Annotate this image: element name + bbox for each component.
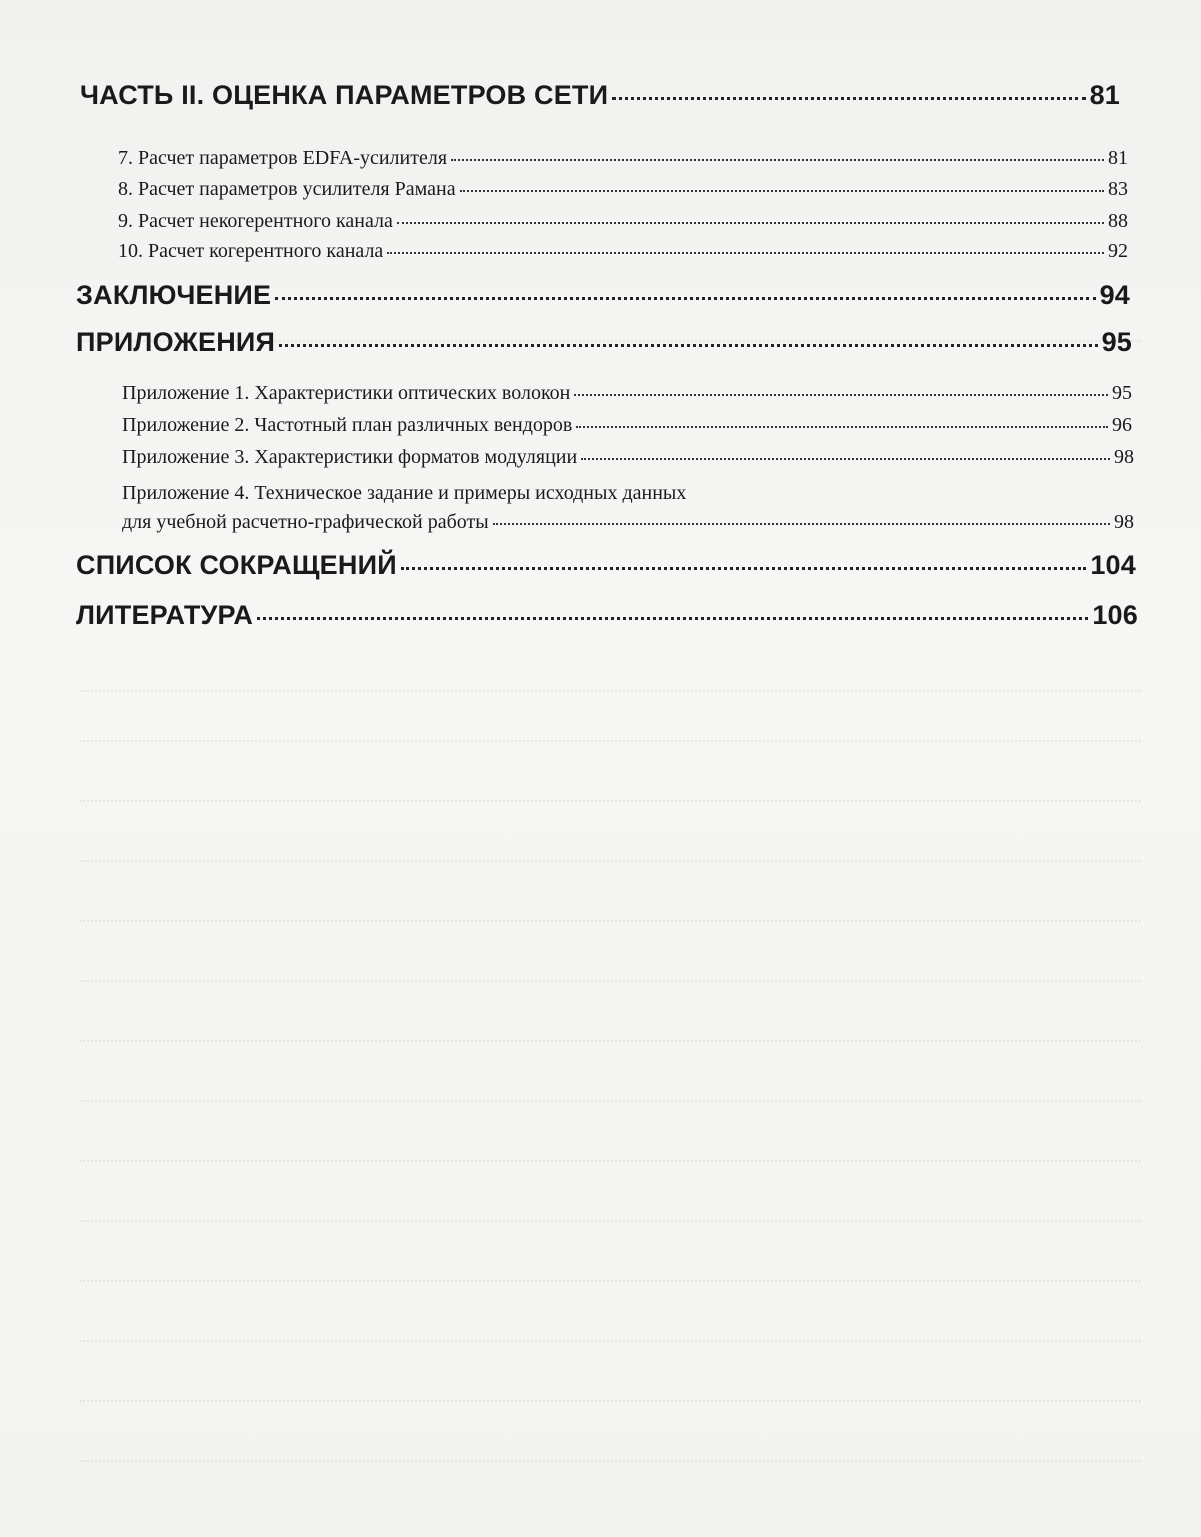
toc-entry-item-9[interactable] <box>118 210 1128 233</box>
toc-page-number: 92 <box>1108 240 1128 262</box>
toc-entry-label: 8. Расчет параметров усилителя Рамана <box>118 178 456 200</box>
toc-entry-conclusion[interactable] <box>76 280 1130 311</box>
toc-entry-appendix-4[interactable] <box>122 511 1134 534</box>
toc-entry-item-8[interactable] <box>118 178 1128 201</box>
leader-dots <box>460 190 1104 192</box>
toc-entry-label: ЛИТЕРАТУРА <box>76 600 254 630</box>
toc-page-number: 95 <box>1101 327 1132 357</box>
toc-page-number: 81 <box>1108 147 1128 169</box>
toc-entry-part2[interactable] <box>80 80 1120 111</box>
bleed-through-line <box>80 980 1141 983</box>
leader-dots <box>387 252 1104 254</box>
bleed-through-line <box>80 1040 1141 1043</box>
toc-entry-label: для учебной расчетно-графической работы <box>122 511 489 533</box>
leader-dots <box>581 458 1110 460</box>
toc-entry-label: Приложение 3. Характеристики форматов модуляции <box>122 446 578 468</box>
bleed-through-line <box>80 1220 1141 1223</box>
toc-entry-appendices[interactable] <box>76 327 1132 358</box>
bleed-through-line <box>80 800 1141 803</box>
toc-entry-label: 10. Расчет когерентного канала <box>118 240 384 262</box>
leader-dots <box>275 297 1095 300</box>
bleed-through-line <box>80 690 1141 693</box>
toc-entry-appendix-4-line1[interactable]: Приложение 4. Техническое задание и примеры исходных данных <box>122 482 687 504</box>
toc-page-number: 98 <box>1114 511 1134 533</box>
toc-entry-label: ЗАКЛЮЧЕНИЕ <box>76 280 272 310</box>
toc-page-number: 81 <box>1089 80 1120 110</box>
toc-page-number: 98 <box>1114 446 1134 468</box>
bleed-through-line <box>80 1460 1141 1463</box>
toc-entry-label: Приложение 1. Характеристики оптических волокон <box>122 382 571 404</box>
toc-page-number: 106 <box>1092 600 1138 630</box>
toc-entry-appendix-2[interactable] <box>122 414 1132 437</box>
leader-dots <box>397 222 1104 224</box>
bleed-through-line <box>80 1400 1141 1403</box>
leader-dots <box>612 97 1085 100</box>
toc-entry-label: СПИСОК СОКРАЩЕНИЙ <box>76 550 397 580</box>
leader-dots <box>574 394 1108 396</box>
toc-page-number: 88 <box>1108 210 1128 232</box>
leader-dots <box>576 426 1108 428</box>
toc-entry-abbreviations[interactable] <box>76 550 1136 581</box>
toc-page-number: 104 <box>1090 550 1136 580</box>
toc-page-number: 96 <box>1112 414 1132 436</box>
toc-entry-label: Приложение 2. Частотный план различных вендоров <box>122 414 573 436</box>
leader-dots <box>279 344 1097 347</box>
bleed-through-line <box>80 740 1141 743</box>
leader-dots <box>401 567 1087 570</box>
toc-page-number: 83 <box>1108 178 1128 200</box>
toc-entry-label: ПРИЛОЖЕНИЯ <box>76 327 276 357</box>
bleed-through-line <box>80 860 1141 863</box>
toc-page-number: 94 <box>1099 280 1130 310</box>
bleed-through-line <box>80 920 1141 923</box>
toc-entry-appendix-1[interactable] <box>122 382 1132 405</box>
bleed-through-line <box>80 1100 1141 1103</box>
toc-entry-literature[interactable] <box>76 600 1138 631</box>
toc-entry-label: ЧАСТЬ II. ОЦЕНКА ПАРАМЕТРОВ СЕТИ <box>80 80 609 110</box>
bleed-through-line <box>80 1340 1141 1343</box>
leader-dots <box>451 159 1104 161</box>
toc-entry-item-10[interactable] <box>118 240 1128 263</box>
toc-entry-label: 7. Расчет параметров EDFA-усилителя <box>118 147 448 169</box>
bleed-through-line <box>80 1280 1141 1283</box>
bleed-through-line <box>80 1160 1141 1163</box>
leader-dots <box>257 617 1088 620</box>
toc-page-number: 95 <box>1112 382 1132 404</box>
toc-entry-appendix-3[interactable] <box>122 446 1134 469</box>
toc-entry-label: 9. Расчет некогерентного канала <box>118 210 393 232</box>
leader-dots <box>493 523 1110 525</box>
toc-entry-item-7[interactable] <box>118 147 1128 170</box>
